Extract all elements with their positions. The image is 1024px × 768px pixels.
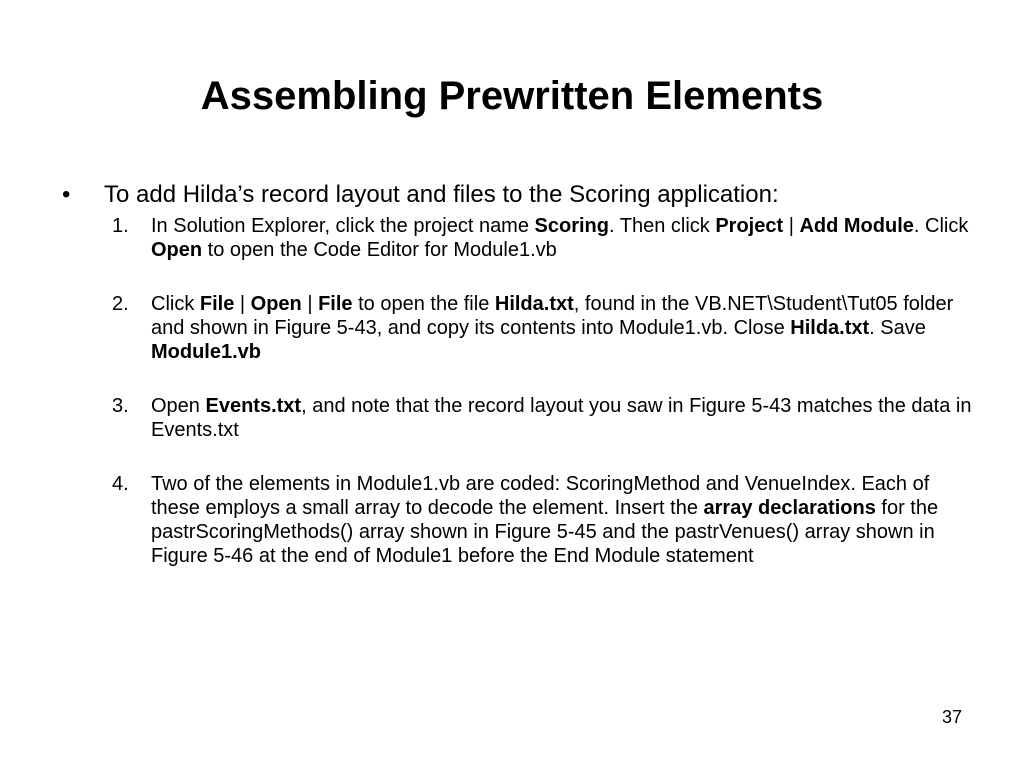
bold-term: Open — [151, 239, 203, 261]
bold-term: Add Module — [799, 215, 914, 237]
page-number: 37 — [941, 707, 962, 727]
step-number: 3. — [112, 395, 129, 417]
step-number: 2. — [112, 293, 129, 315]
step-text — [151, 293, 953, 363]
bold-term: Hilda.txt — [494, 293, 574, 315]
bold-term: File — [199, 293, 235, 315]
step-number: 4. — [112, 473, 129, 495]
text-run: . Click — [913, 215, 969, 237]
text-run: Open — [151, 395, 206, 417]
text-run: for the pastrScoringMethods() array shown in Figure 5-45 and the pastrVenues() array shown in Figure 5-46 at the end of Module1 before the End Module statement — [151, 497, 939, 567]
text-run: Two of the elements in Module1.vb are coded: ScoringMethod and VenueIndex. Each of these employs a small array to decode the element. Insert the — [151, 473, 930, 519]
text-run: . Save — [869, 317, 926, 339]
text-run: to open the Code Editor for Module1.vb — [202, 239, 557, 261]
step-text — [151, 215, 968, 261]
bullet-icon: • — [62, 181, 71, 208]
bold-term: Module1.vb — [151, 341, 262, 363]
bold-term: Events.txt — [205, 395, 302, 417]
step-item-4 — [112, 472, 972, 568]
bold-term: File — [318, 293, 353, 315]
text-run: Click — [151, 293, 200, 315]
step-item-2 — [112, 292, 972, 364]
text-run: In Solution Explorer, click the project name — [151, 215, 535, 237]
bullet-text: To add Hilda’s record layout and files to the Scoring application: — [104, 181, 779, 208]
slide-title: Assembling Prewritten Elements — [200, 74, 824, 118]
step-text — [151, 473, 938, 567]
bold-term: Project — [715, 215, 784, 237]
bold-term: Open — [250, 293, 302, 315]
step-item-3 — [112, 394, 972, 442]
bold-term: Hilda.txt — [790, 317, 870, 339]
text-run: , found in the VB.NET\Student\Tut05 folder and shown in Figure 5-43, and copy its contents into Module1.vb. Close — [151, 293, 954, 339]
text-run: | — [301, 293, 319, 315]
text-run: , and note that the record layout you saw in Figure 5-43 matches the data in Events.txt — [151, 395, 972, 441]
numbered-steps — [112, 214, 972, 598]
text-run: to open the file — [352, 293, 495, 315]
bold-term: Scoring — [534, 215, 609, 237]
text-run: . Then click — [608, 215, 716, 237]
step-text — [151, 395, 971, 441]
text-run: | — [783, 215, 800, 237]
text-run: | — [234, 293, 251, 315]
step-number: 1. — [112, 215, 129, 237]
step-item-1 — [112, 214, 972, 262]
bold-term: array declarations — [703, 497, 876, 519]
bullet-item — [62, 180, 962, 210]
